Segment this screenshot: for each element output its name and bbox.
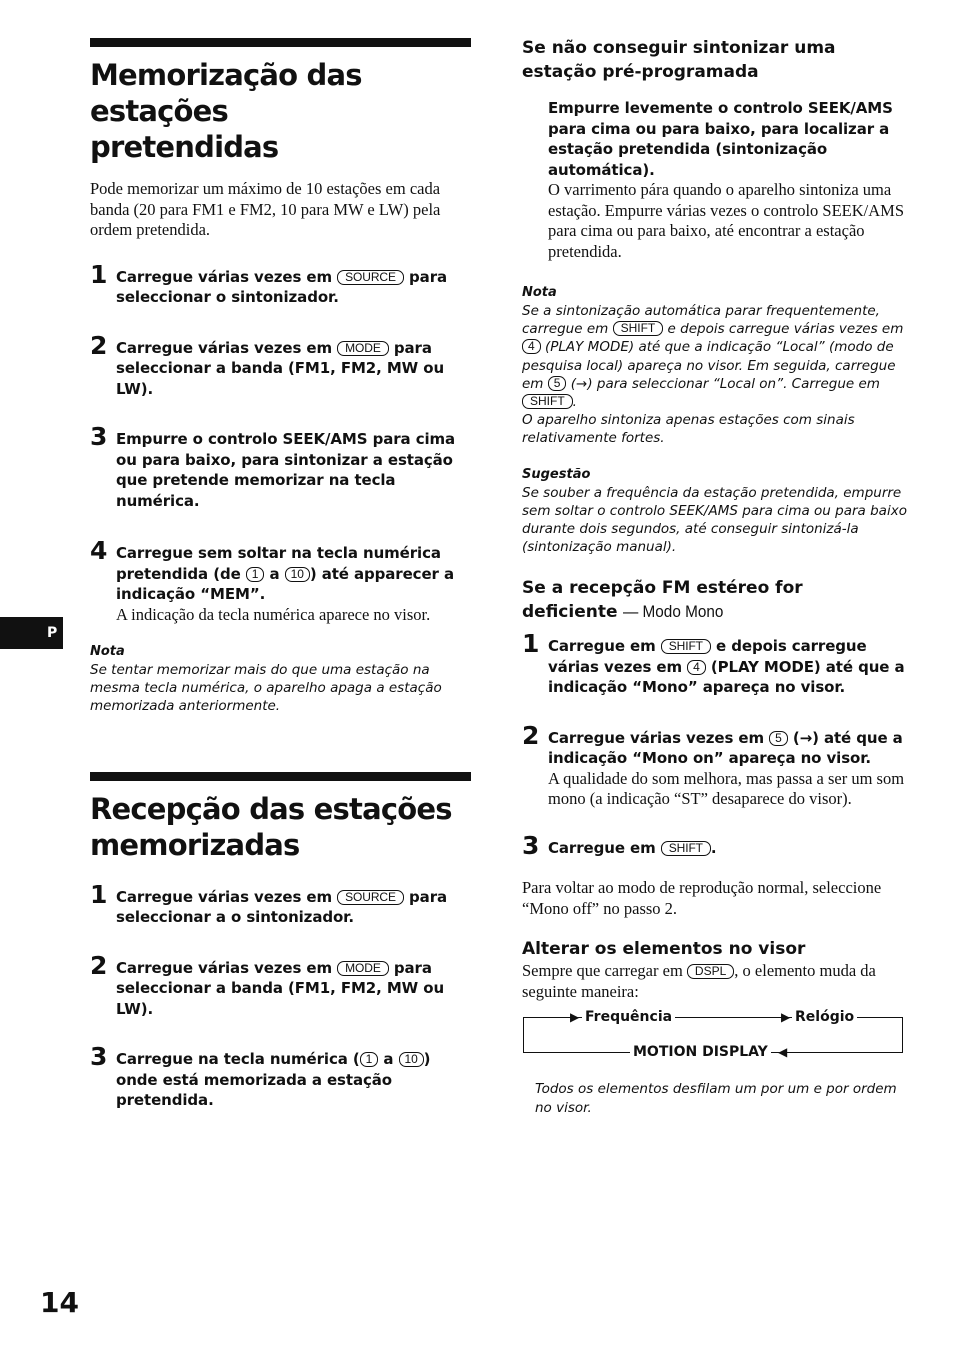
- number-key-5: 5: [769, 731, 788, 746]
- step-4-result: A indicação da tecla numérica aparece no visor.: [116, 604, 431, 624]
- number-key-4: 4: [522, 339, 541, 354]
- step-number: 3: [90, 422, 108, 451]
- step-1: 1 Carregue em SHIFT e depois carregue várias vezes em 4 (PLAY MODE) até que a indicação “Mono” apareça no visor.: [522, 629, 905, 697]
- number-key-1: 1: [360, 1052, 379, 1067]
- arrow-right-icon: ▶: [570, 1010, 580, 1025]
- source-key: SOURCE: [337, 890, 404, 905]
- right-column: [522, 36, 912, 1117]
- tip-block: Sugestão Se souber a frequência da estação pretendida, empurre sem soltar o controlo SEEK/AMS para cima ou para baixo durante dois segundos, até conseguir sintonizá-la (sintonização manual).: [522, 466, 907, 556]
- step-number: 2: [90, 330, 108, 360]
- step-number: 1: [522, 629, 540, 659]
- number-key-5: 5: [548, 376, 567, 391]
- subsection-title-mono: Se a recepção FM estéreo for deficiente — Modo Mono: [522, 578, 803, 623]
- step-number: 2: [522, 720, 540, 750]
- section-rule: [90, 38, 471, 47]
- step-3: 3 Empurre o controlo SEEK/AMS para cima ou para baixo, para sintonizar a estação que pretende memorizar na tecla numérica.: [90, 422, 456, 510]
- cycle-item-frequency: Frequência: [582, 1009, 675, 1025]
- arrow-right-icon: ▶: [781, 1010, 791, 1025]
- step-number: 2: [90, 950, 108, 980]
- shift-key: SHIFT: [613, 321, 664, 336]
- step-3: 3 Carregue em SHIFT .: [522, 830, 717, 860]
- mode-key: MODE: [337, 341, 389, 356]
- step-2: 2 Carregue várias vezes em 5 (→) até que a indicação “Mono on” apareça no visor. A qualidade do som melhora, mas passa a ser um som mono (a indicação “ST” desaparece do visor).: [522, 720, 905, 809]
- subsection-title-display: Alterar os elementos no visor: [522, 939, 806, 960]
- section-rule: [90, 772, 471, 781]
- source-key: SOURCE: [337, 270, 404, 285]
- auto-tuning-block: Empurre levemente o controlo SEEK/AMS para cima ou para baixo, para localizar a estação pretendida (sintonização automática). O varrimento pára quando o aparelho sintoniza uma estação. Empurre várias vezes o controlo SEEK/AMS para cima ou para baixo, até encontrar a estação pretendida.: [548, 99, 905, 261]
- step-1: 1 Carregue várias vezes em SOURCE para seleccionar a o sintonizador.: [90, 879, 448, 927]
- step-number: 3: [522, 830, 540, 860]
- step-4: 4 Carregue sem soltar na tecla numérica pretendida (de 1 a 10 ) até apparecer a indicação “MEM”. A indicação da tecla numérica aparece no visor.: [90, 543, 471, 625]
- subsection-title-preset: Se não conseguir sintonizar uma estação pré-programada: [522, 38, 836, 82]
- number-key-4: 4: [687, 660, 706, 675]
- step-3: 3 Carregue na tecla numérica ( 1 a 10 ) onde está memorizada a estação pretendida.: [90, 1042, 431, 1110]
- shift-key: SHIFT: [661, 639, 711, 654]
- page-number: 14: [40, 1286, 79, 1319]
- cycle-item-motion-display: MOTION DISPLAY: [630, 1044, 771, 1060]
- intro-paragraph: Pode memorizar um máximo de 10 estações em cada banda (20 para FM1 e FM2, 10 para MW e LW) pela ordem pretendida.: [90, 179, 441, 239]
- number-key-1: 1: [246, 567, 265, 582]
- step-number: 1: [90, 259, 108, 289]
- step-1: 1 Carregue várias vezes em SOURCE para seleccionar o sintonizador.: [90, 259, 448, 306]
- shift-key: SHIFT: [522, 394, 573, 409]
- step-2: 2 Carregue várias vezes em MODE para seleccionar a banda (FM1, FM2, MW ou LW).: [90, 330, 445, 398]
- diagram-line: [523, 1017, 524, 1053]
- mono-off-paragraph: Para voltar ao modo de reprodução normal, seleccione “Mono off” no passo 2.: [522, 878, 882, 918]
- note-block: Nota Se tentar memorizar mais do que uma estação na mesma tecla numérica, o aparelho apaga a estação memorizada anteriormente.: [90, 644, 442, 715]
- note-block: Nota Se a sintonização automática parar frequentemente, carregue em SHIFT e depois carregue várias vezes em 4 (PLAY MODE) até que a indicação “Local” (modo de pesquisa local) apareça no visor. Em seguida, carregue em 5 (→) para seleccionar “Local on”. Carregue em SHIFT . O aparelho sintoniza apenas estações com sinais relativamente fortes.: [522, 285, 904, 447]
- language-tab: P: [0, 617, 63, 649]
- arrow-left-icon: ◀: [778, 1045, 788, 1060]
- step-number: 3: [90, 1042, 108, 1072]
- shift-key: SHIFT: [661, 841, 711, 856]
- section-title-memorize: Memorização das estações pretendidas: [90, 58, 362, 164]
- step-2: 2 Carregue várias vezes em MODE para seleccionar a banda (FM1, FM2, MW ou LW).: [90, 950, 445, 1018]
- number-key-10: 10: [285, 567, 310, 582]
- step-number: 1: [90, 879, 108, 909]
- number-key-10: 10: [399, 1052, 424, 1067]
- mode-key: MODE: [337, 961, 389, 976]
- diagram-caption: Todos os elementos desfilam um por um e por ordem no visor.: [535, 1081, 897, 1116]
- left-column: [90, 38, 471, 1111]
- diagram-line: [902, 1017, 903, 1053]
- cycle-item-clock: Relógio: [792, 1009, 857, 1025]
- display-cycle-diagram: [522, 1008, 904, 1064]
- dspl-key: DSPL: [687, 964, 734, 979]
- display-paragraph: Sempre que carregar em DSPL , o elemento muda da seguinte maneira:: [522, 961, 876, 1001]
- section-title-reception: Recepção das estações memorizadas: [90, 791, 452, 862]
- step-number: 4: [90, 536, 108, 565]
